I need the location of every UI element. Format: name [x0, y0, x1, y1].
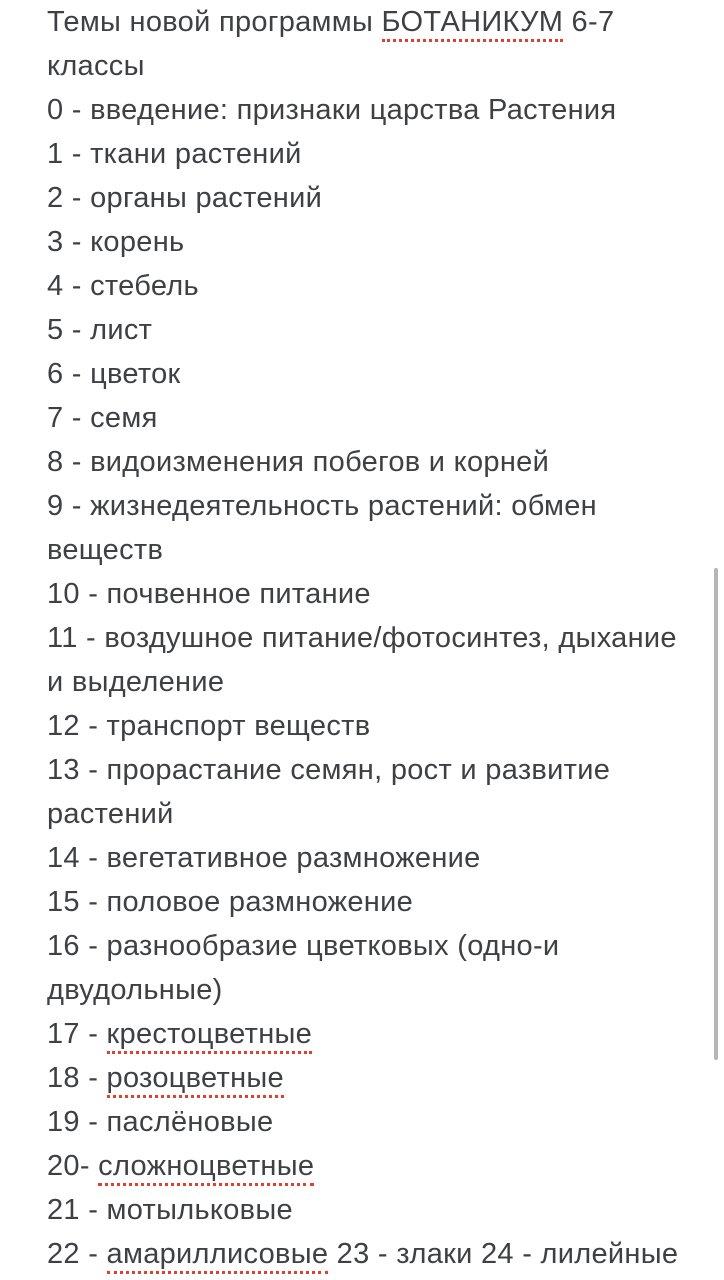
text-line: [47, 748, 688, 792]
text-segment: 5 - лист: [47, 314, 153, 346]
text-line: [47, 484, 688, 528]
misspelled-word: сложноцветные: [98, 1150, 314, 1186]
text-line: [47, 352, 688, 396]
misspelled-word: БОТАНИКУМ: [382, 6, 564, 42]
text-line: [47, 88, 688, 132]
text-line: [47, 528, 688, 572]
text-segment: растений: [47, 798, 174, 830]
text-line: [47, 792, 688, 836]
text-segment: 14 - вегетативное размножение: [47, 842, 481, 874]
misspelled-word: амариллисовые: [107, 1238, 329, 1274]
text-line: [47, 616, 688, 660]
text-line: [47, 440, 688, 484]
text-segment: 13 - прорастание семян, рост и развитие: [47, 754, 611, 786]
text-line: [47, 396, 688, 440]
text-segment: 6-7: [563, 6, 615, 38]
text-segment: 0 - введение: признаки царства Растения: [47, 94, 617, 126]
text-segment: 15 - половое размножение: [47, 886, 414, 918]
text-segment: 21 - мотыльковые: [47, 1194, 293, 1226]
misspelled-word: розоцветные: [107, 1062, 284, 1098]
text-segment: 1 - ткани растений: [47, 138, 302, 170]
text-segment: 11 - воздушное питание/фотосинтез, дыхание: [47, 622, 677, 654]
text-line: [47, 660, 688, 704]
text-segment: 3 - корень: [47, 226, 185, 258]
text-segment: 2 - органы растений: [47, 182, 323, 214]
text-segment: 22 -: [47, 1238, 107, 1270]
text-segment: 19 - паслёновые: [47, 1106, 274, 1138]
text-line: [47, 1144, 688, 1188]
text-line: [47, 1232, 688, 1276]
text-line: [47, 572, 688, 616]
text-line: [47, 704, 688, 748]
text-segment: 16 - разнообразие цветковых (одно-и: [47, 930, 560, 962]
text-line: [47, 1188, 688, 1232]
text-line: [47, 880, 688, 924]
text-segment: 10 - почвенное питание: [47, 578, 371, 610]
text-segment: 23 - злаки 24 - лилейные: [328, 1238, 679, 1270]
text-line: [47, 1056, 688, 1100]
text-line: [47, 44, 688, 88]
text-line: [47, 968, 688, 1012]
text-line: [47, 1012, 688, 1056]
text-line: [47, 220, 688, 264]
text-line: [47, 836, 688, 880]
text-segment: двудольные): [47, 974, 223, 1006]
text-segment: классы: [47, 50, 145, 82]
text-segment: и выделение: [47, 666, 225, 698]
scrollbar-thumb[interactable]: [714, 568, 718, 1060]
text-segment: 17 -: [47, 1018, 107, 1050]
text-line: [47, 308, 688, 352]
text-line: [47, 176, 688, 220]
text-segment: 12 - транспорт веществ: [47, 710, 371, 742]
text-line: [47, 132, 688, 176]
text-line: [47, 924, 688, 968]
text-segment: веществ: [47, 534, 164, 566]
text-segment: 4 - стебель: [47, 270, 199, 302]
text-line: [47, 1100, 688, 1144]
text-line: [47, 264, 688, 308]
text-line: [47, 0, 688, 44]
text-segment: 20-: [47, 1150, 99, 1182]
text-segment: 6 - цветок: [47, 358, 181, 390]
text-segment: Темы новой программы: [47, 6, 382, 38]
text-segment: 18 -: [47, 1062, 107, 1094]
text-segment: 9 - жизнедеятельность растений: обмен: [47, 490, 597, 522]
text-segment: 8 - видоизменения побегов и корней: [47, 446, 550, 478]
text-segment: 7 - семя: [47, 402, 158, 434]
misspelled-word: крестоцветные: [107, 1018, 313, 1054]
